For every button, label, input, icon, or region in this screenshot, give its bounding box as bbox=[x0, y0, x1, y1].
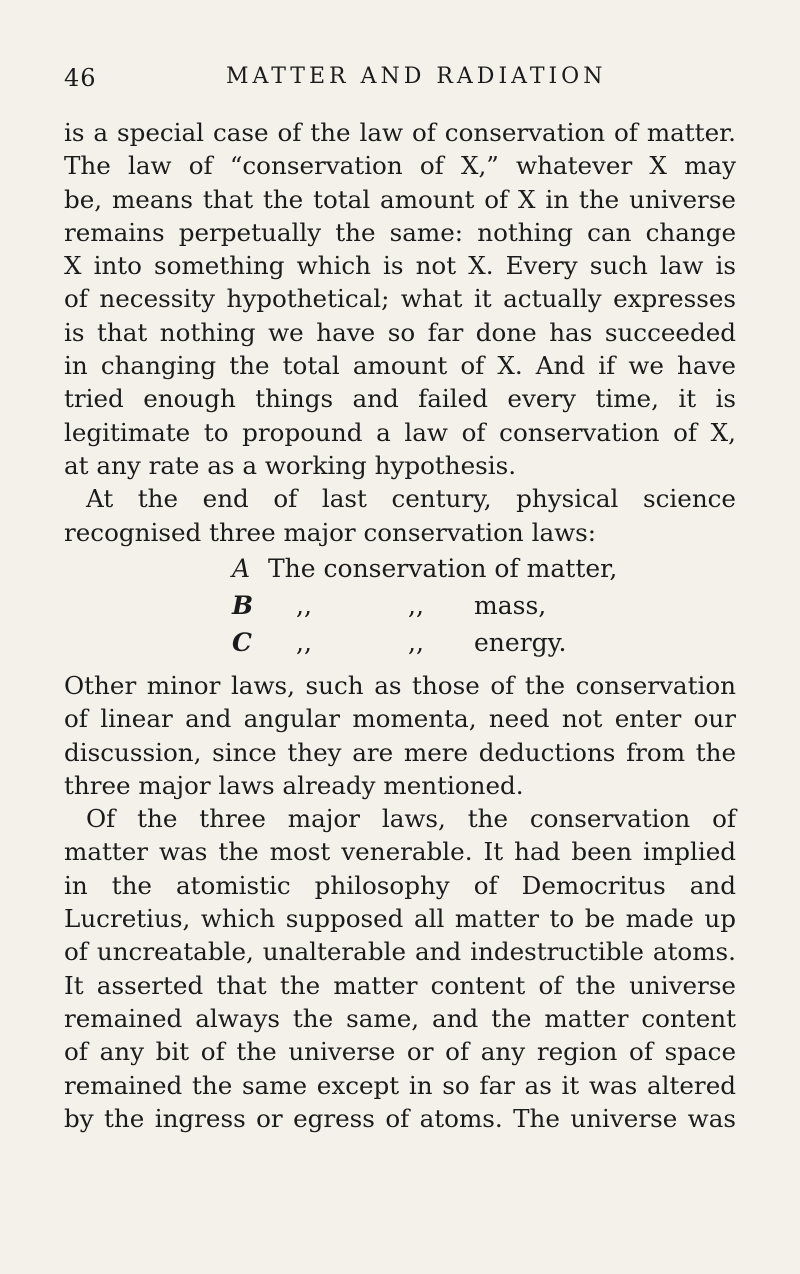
text-line: is a special case of the law of conservation of matter. bbox=[64, 118, 736, 147]
text-line: The law of “conservation of X,” whatever X may bbox=[64, 151, 736, 181]
list-item-text: The conservation of matter, bbox=[268, 554, 618, 583]
text-line: in changing the total amount of X. And if we have bbox=[64, 351, 736, 381]
list-item bbox=[232, 625, 652, 662]
list-item bbox=[232, 551, 652, 588]
list-letter: C bbox=[232, 628, 252, 657]
text-line: remained always the same, and the matter content bbox=[64, 1003, 736, 1033]
list-item bbox=[232, 588, 652, 625]
paragraph-1 bbox=[64, 116, 736, 482]
conservation-laws-list bbox=[232, 551, 652, 662]
text-line: Lucretius, which supposed all matter to be made up bbox=[64, 904, 736, 934]
paragraph-3 bbox=[64, 669, 736, 802]
list-term: mass, bbox=[474, 591, 547, 620]
body-text-bottom bbox=[64, 669, 736, 1135]
text-line: of uncreatable, unalterable and indestructible atoms. bbox=[64, 937, 736, 967]
text-line: It asserted that the matter content of the universe bbox=[64, 970, 736, 1000]
paragraph-2 bbox=[64, 482, 736, 549]
ditto-mark: ,, bbox=[408, 628, 424, 657]
text-line: three major laws already mentioned. bbox=[64, 770, 524, 800]
text-line: in the atomistic philosophy of Democritus and bbox=[64, 870, 736, 900]
text-line: matter was the most venerable. It had been implied bbox=[64, 837, 736, 867]
ditto-mark: ,, bbox=[408, 591, 424, 620]
text-line: by the ingress or egress of atoms. The universe was bbox=[64, 1103, 736, 1133]
text-line: tried enough things and failed every time, it is bbox=[64, 384, 736, 414]
text-line: be, means that the total amount of X in the universe bbox=[64, 184, 736, 214]
page-number: 46 bbox=[64, 64, 97, 92]
text-line: of necessity hypothetical; what it actually expresses bbox=[64, 284, 736, 314]
text-line: remains perpetually the same: nothing can change bbox=[64, 217, 736, 247]
text-line: recognised three major conservation laws: bbox=[64, 517, 597, 547]
text-line: of linear and angular momenta, need not enter our bbox=[64, 704, 736, 734]
running-title: MATTER AND RADIATION bbox=[226, 64, 607, 89]
text-line: legitimate to propound a law of conservation of X, bbox=[64, 417, 736, 447]
ditto-mark: ,, bbox=[296, 628, 312, 657]
list-term: energy. bbox=[474, 628, 567, 657]
text-line: X into something which is not X. Every such law is bbox=[64, 251, 736, 281]
text-line: of any bit of the universe or of any region of space bbox=[64, 1037, 736, 1067]
text-line: discussion, since they are mere deductions from the bbox=[64, 737, 736, 767]
ditto-mark: ,, bbox=[296, 591, 312, 620]
text-line: at any rate as a working hypothesis. bbox=[64, 450, 517, 480]
text-line: At the end of last century, physical science bbox=[86, 484, 736, 514]
text-line: is that nothing we have so far done has succeeded bbox=[64, 317, 736, 347]
body-text-top bbox=[64, 116, 736, 549]
text-line: Other minor laws, such as those of the conservation bbox=[64, 671, 736, 700]
list-letter: B bbox=[232, 591, 254, 620]
text-line: remained the same except in so far as it was altered bbox=[64, 1070, 736, 1100]
page-header bbox=[64, 64, 714, 94]
list-letter: A bbox=[232, 554, 251, 583]
text-line: Of the three major laws, the conservation of bbox=[86, 804, 736, 834]
paragraph-4 bbox=[64, 802, 736, 1135]
